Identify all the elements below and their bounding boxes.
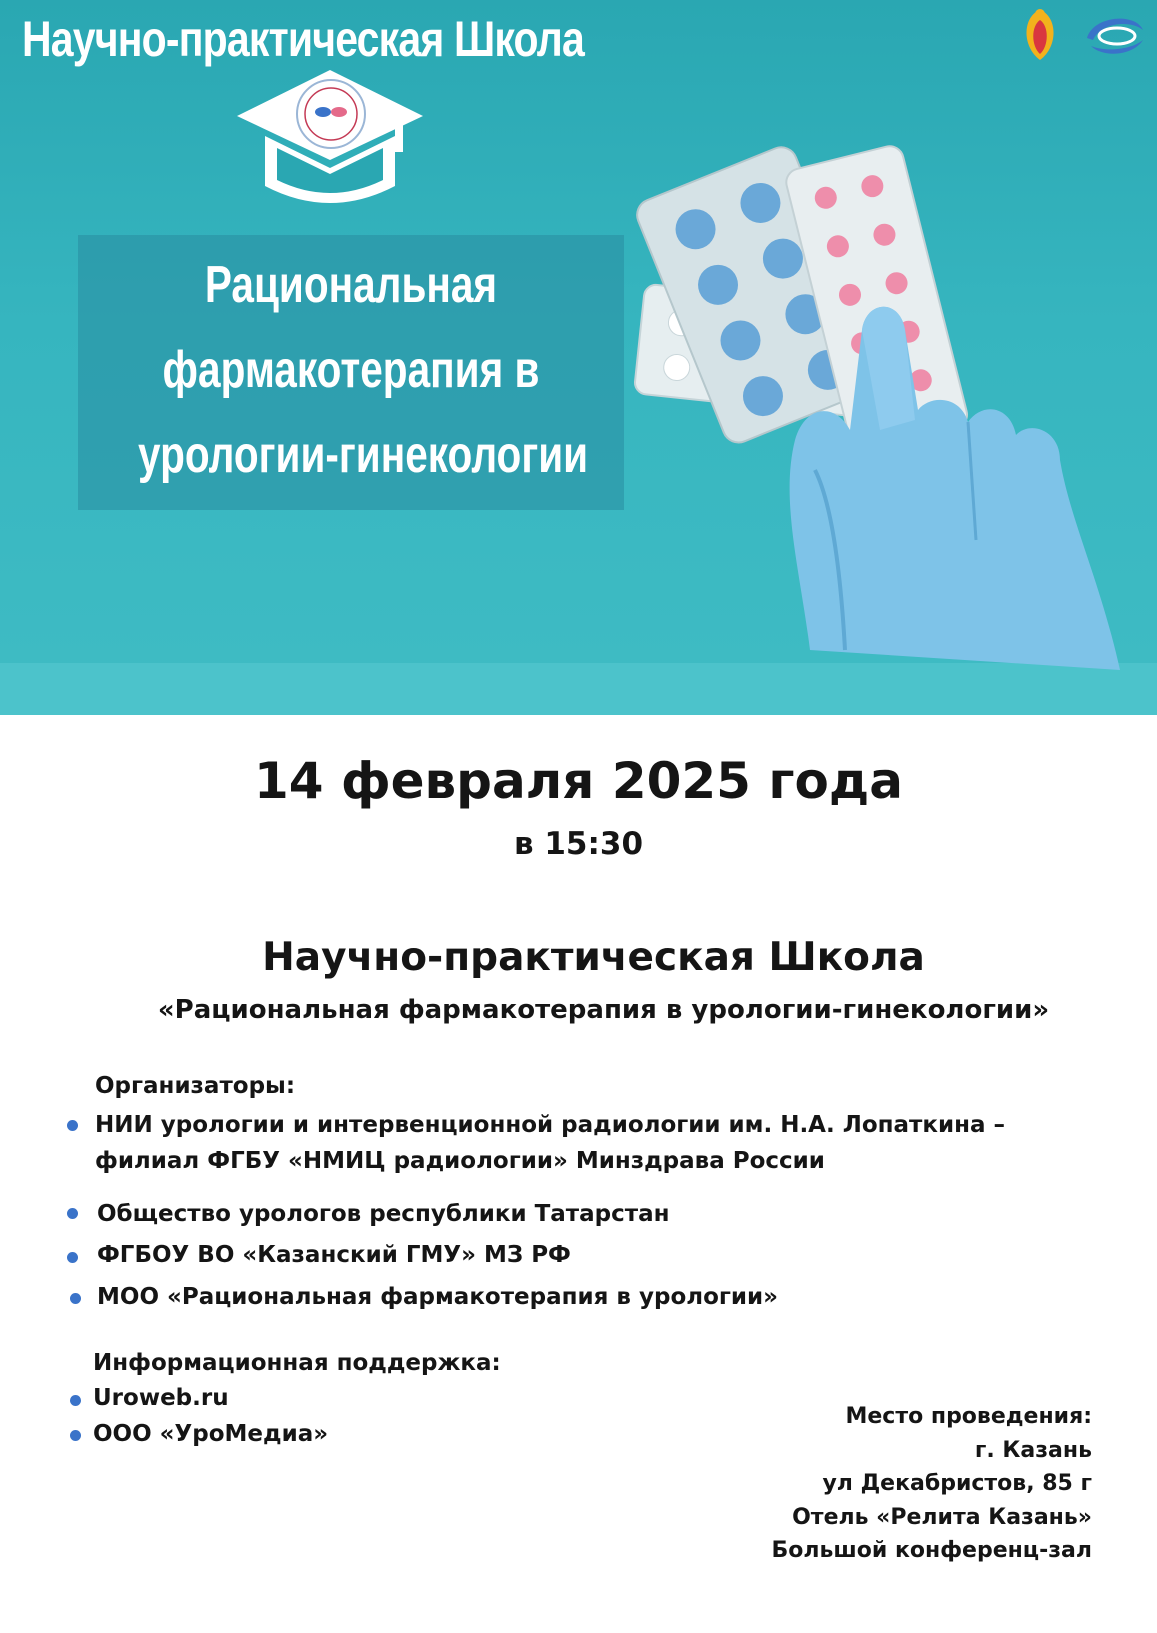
organizer-logo-icon — [1017, 6, 1063, 62]
school-title: Научно-практическая Школа — [262, 935, 925, 980]
venue-label: Место проведения: — [845, 1404, 1092, 1429]
info-support-label: Информационная поддержка: — [93, 1350, 501, 1376]
organizer-item-1-line-2: филиал ФГБУ «НМИЦ радиологии» Минздрава России — [95, 1148, 825, 1174]
hero-banner — [0, 0, 1157, 715]
school-subtitle: «Рациональная фармакотерапия в урологии-гинекологии» — [157, 995, 1050, 1025]
partner-logo-icon — [1083, 10, 1147, 60]
banner-title-line-2: фармакотерапия в — [162, 341, 540, 399]
pills-glove-illustration — [630, 140, 1157, 670]
info-support-item-2: ООО «УроМедиа» — [93, 1421, 329, 1447]
banner-header: Научно-практическая Школа — [22, 11, 584, 67]
venue-block — [771, 1400, 1092, 1568]
organizers-label: Организаторы: — [95, 1073, 296, 1099]
banner-title-box — [78, 235, 624, 510]
banner-title-line-3: урологии-гинекологии — [138, 426, 589, 484]
banner-title-line-1: Рациональная — [204, 256, 498, 314]
banner-bottom-strip — [0, 663, 1157, 715]
organizer-item-1 — [95, 1107, 1005, 1179]
organizer-item-4: МОО «Рациональная фармакотерапия в урологии» — [97, 1284, 778, 1310]
bullet-dot — [70, 1293, 81, 1304]
venue-hall: Большой конференц-зал — [771, 1538, 1092, 1563]
venue-city: г. Казань — [974, 1437, 1092, 1463]
bullet-dot — [67, 1120, 78, 1131]
event-time: в 15:30 — [513, 826, 644, 862]
bullet-dot — [70, 1430, 81, 1441]
venue-street: ул Декабристов, 85 г — [822, 1471, 1092, 1496]
venue-hotel: Отель «Релита Казань» — [792, 1504, 1092, 1530]
bullet-dot — [67, 1252, 78, 1263]
organizer-item-3: ФГБОУ ВО «Казанский ГМУ» МЗ РФ — [97, 1242, 571, 1268]
bullet-dot — [67, 1208, 78, 1219]
graduation-cap-icon — [235, 68, 425, 218]
organizer-item-1-line-1: НИИ урологии и интервенционной радиологии им. Н.А. Лопаткина – — [95, 1112, 1006, 1138]
info-support-item-1: Uroweb.ru — [93, 1385, 229, 1411]
event-date: 14 февраля 2025 года — [254, 752, 903, 810]
organizer-item-2: Общество урологов республики Татарстан — [97, 1201, 670, 1227]
bullet-dot — [70, 1395, 81, 1406]
